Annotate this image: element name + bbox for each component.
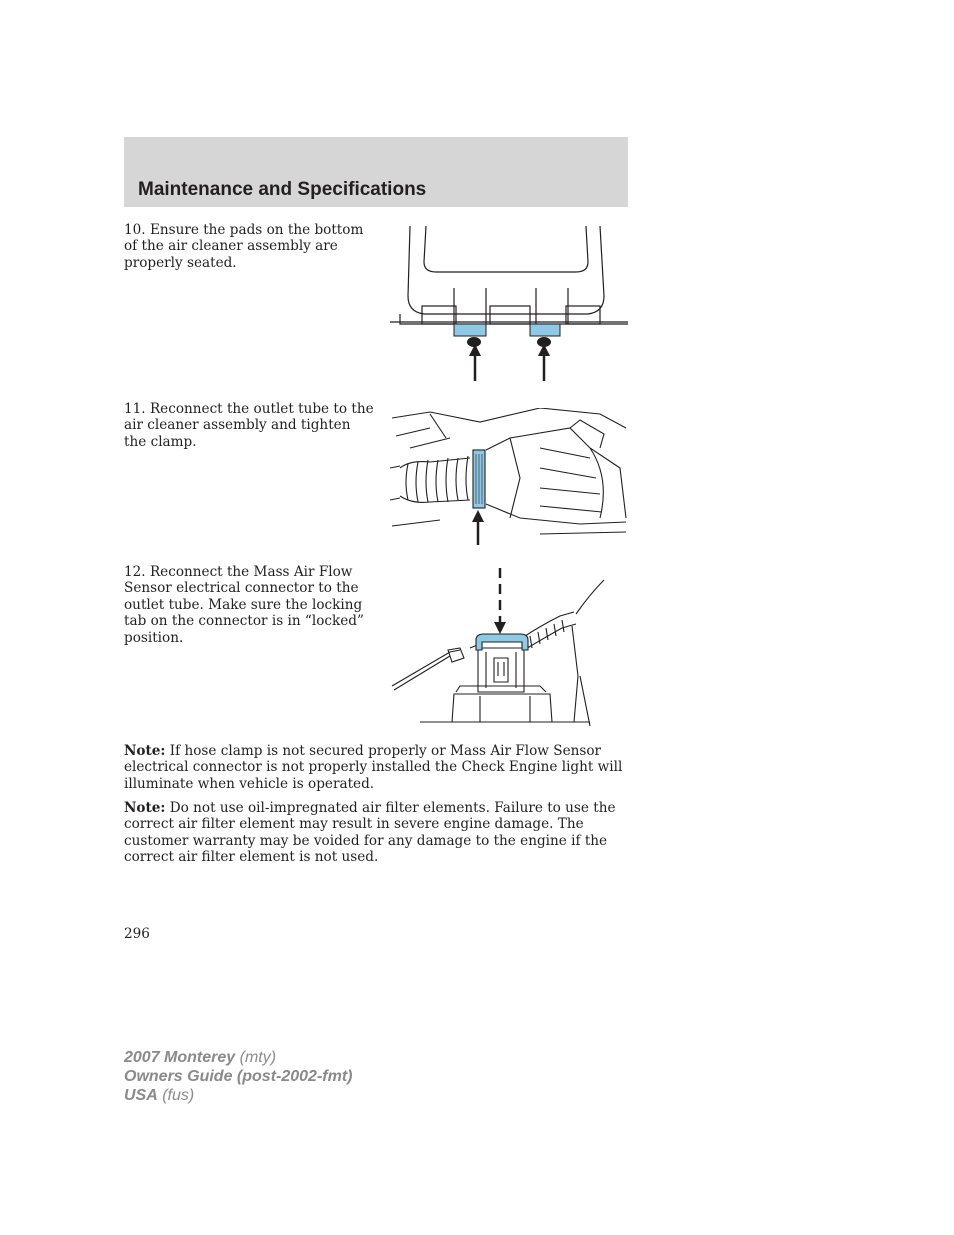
note-label: Note: xyxy=(124,800,166,816)
note-text: Do not use oil-impregnated air filter elements. Failure to use the correct air filter element may result in severe engine damage. The customer warranty may be voided for any damage to the engine if the correct air filter element is not used. xyxy=(124,800,616,866)
footer-line-guide xyxy=(124,1067,352,1086)
step-10-text: 10. Ensure the pads on the bottom of the air cleaner assembly are properly seated. xyxy=(124,222,364,271)
note-hose-clamp xyxy=(124,743,624,792)
footer-market-code: (fus) xyxy=(157,1087,195,1104)
footer-model-code: (mty) xyxy=(235,1049,277,1066)
outlet-tube-clamp-illustration xyxy=(390,408,628,546)
air-cleaner-pads-illustration xyxy=(390,226,628,382)
document-footer xyxy=(124,1048,352,1105)
footer-line-market xyxy=(124,1086,352,1105)
footer-market: USA xyxy=(124,1087,158,1104)
note-text: If hose clamp is not secured properly or Mass Air Flow Sensor electrical connector is not properly installed the Check Engine light will illuminate when vehicle is operated. xyxy=(124,743,623,792)
note-label: Note: xyxy=(124,743,166,759)
footer-model: 2007 Monterey xyxy=(124,1049,236,1066)
section-header-band xyxy=(124,137,628,207)
section-title: Maintenance and Specifications xyxy=(138,179,427,200)
maf-connector-illustration xyxy=(390,566,610,726)
footer-line-model xyxy=(124,1048,352,1067)
page-number: 296 xyxy=(124,926,150,942)
note-air-filter xyxy=(124,800,624,866)
step-11-text: 11. Reconnect the outlet tube to the air cleaner assembly and tighten the clamp. xyxy=(124,401,374,450)
step-12-text: 12. Reconnect the Mass Air Flow Sensor electrical connector to the outlet tube. Make sure the locking tab on the connector is in “locked” position. xyxy=(124,564,364,646)
footer-guide: Owners Guide (post-2002-fmt) xyxy=(124,1068,353,1085)
